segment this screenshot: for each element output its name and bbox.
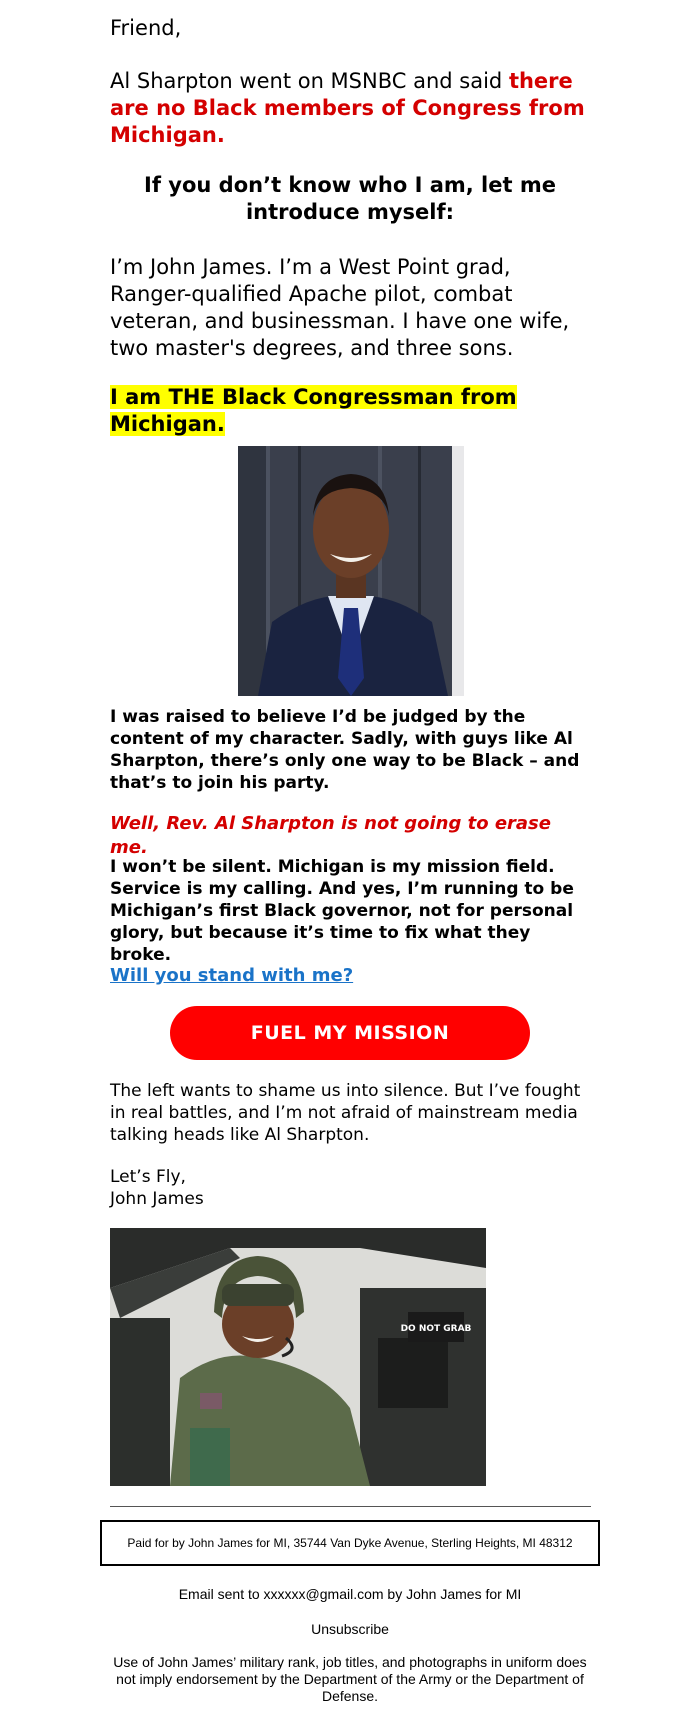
paid-for-box	[100, 1520, 600, 1566]
bio-paragraph: I’m John James. I’m a West Point grad, Ranger-qualified Apache pilot, combat veteran, and businessman. I have one wife, two master's degrees, and three sons.	[110, 255, 570, 360]
fuel-my-mission-button[interactable]: FUEL MY MISSION	[170, 1006, 530, 1060]
opening-paragraph	[110, 68, 590, 149]
portrait-photo	[238, 446, 464, 696]
greeting: Friend,	[110, 16, 182, 40]
email-sent-notice: Email sent to xxxxxx@gmail.com by John James for MI	[178, 1586, 522, 1602]
closing-paragraph: The left wants to shame us into silence. But I’ve fought in real battles, and I’m not afraid of mainstream media talking heads like Al Sharpton.	[110, 1081, 581, 1145]
character-paragraph: I was raised to believe I’d be judged by the content of my character. Sadly, with guys like Al Sharpton, there’s only one way to be Black – and that’s to join his party.	[110, 707, 580, 793]
signature-name: John James	[110, 1189, 204, 1209]
helmet-sticker-text: DO NOT GRAB	[400, 1324, 472, 1334]
military-disclaimer: Use of John James’ military rank, job titles, and photographs in uniform does not imply endorsement by the Department of the Army or the Department of Defense.	[113, 1654, 587, 1704]
intro-heading: If you don’t know who I am, let me introduce myself:	[144, 173, 556, 224]
unsubscribe-link[interactable]: Unsubscribe	[311, 1621, 389, 1637]
mission-paragraph: I won’t be silent. Michigan is my mission field. Service is my calling. And yes, I’m running to be Michigan’s first Black governor, not for personal glory, but because it’s time to fix what they broke.	[110, 857, 574, 965]
highlight-statement	[110, 384, 590, 438]
signoff: Let’s Fly,	[110, 1167, 186, 1187]
cockpit-photo	[110, 1228, 486, 1486]
paid-for-text: Paid for by John James for MI, 35744 Van Dyke Avenue, Sterling Heights, MI 48312	[127, 1536, 573, 1550]
opening-text: Al Sharpton went on MSNBC and said	[110, 69, 509, 93]
warning-sticker	[401, 1312, 472, 1342]
stand-with-me-link[interactable]: Will you stand with me?	[110, 965, 354, 986]
opening-red-emphasis: there are no Black members of Congress from Michigan.	[110, 69, 585, 147]
signature-block	[110, 1166, 590, 1210]
erase-statement: Well, Rev. Al Sharpton is not going to erase me.	[110, 813, 551, 858]
footer-divider	[110, 1506, 591, 1507]
highlight-text: I am THE Black Congressman from Michigan.	[110, 385, 517, 436]
